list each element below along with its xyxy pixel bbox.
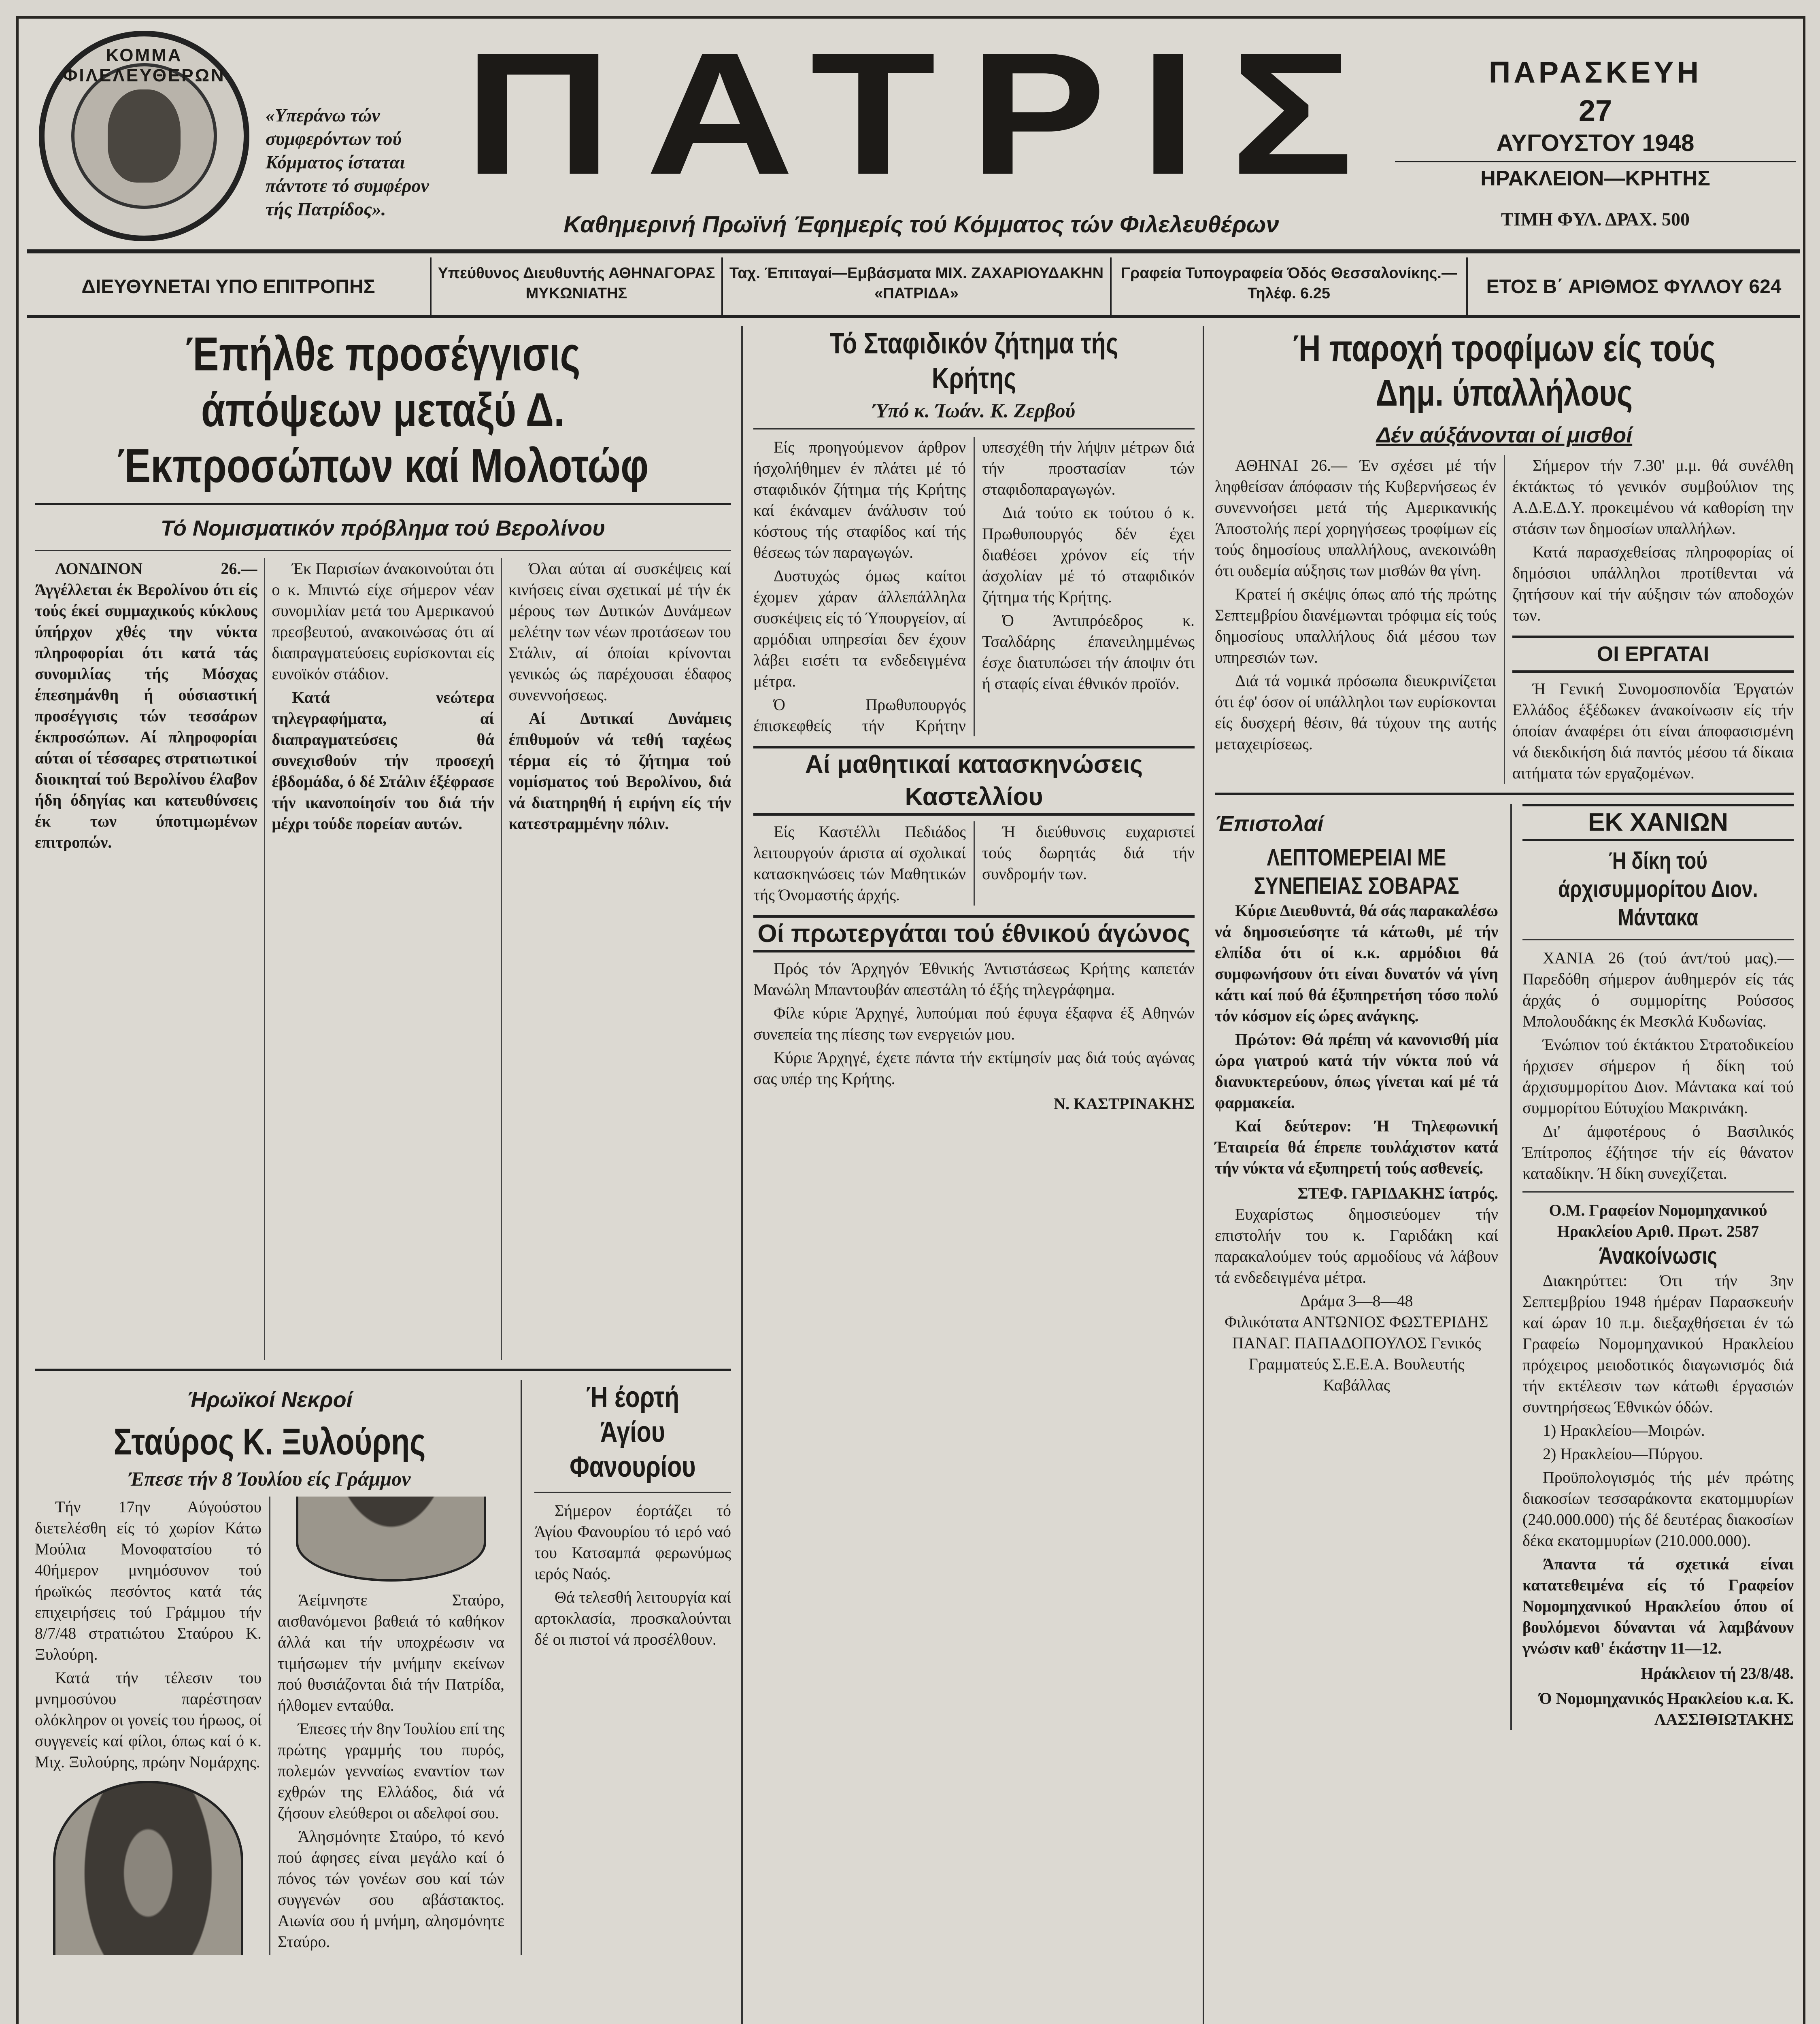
article2-section: Ήρωϊκοί Νεκροί bbox=[187, 1388, 353, 1412]
article3-paragraph: Θά τελεσθή λειτουργία καί αρτοκλασία, προσκαλούνται δέ οι πιστοί νά προσέλθουν. bbox=[534, 1588, 731, 1648]
article7-headline: Ή παροχή τροφίμων είς τούς Δημ. ύπαλλήλους bbox=[1293, 328, 1716, 414]
article4-body bbox=[753, 437, 1195, 736]
notice-org: Ο.Μ. Γραφείον Νομομηχανικού Ηρακλείου Αριθ. Πρωτ. 2587 bbox=[1549, 1201, 1767, 1240]
masthead-motto: «Υπεράνω τών συμφερόντων τού Κόμματος ίσταται πάντοτε τό συμφέρον τής Πατρίδος». bbox=[266, 105, 429, 219]
notice-signature: Ό Νομομηχανικός Ηρακλείου κ.α. Κ. ΛΑΣΣΙΘΙΩΤΑΚΗΣ bbox=[1539, 1689, 1794, 1728]
article2-headline: Σταύρος Κ. Ξυλούρης bbox=[113, 1421, 426, 1463]
article7-paragraph: Κρατεί ή σκέψις όπως από τής πρώτης Σεπτεμβρίου διανέμωνται τρόφιμα είς τούς δημοσίους υπαλλήλους διά μέσου των υπηρεσιών των. bbox=[1215, 585, 1496, 666]
article7-paragraph: Σήμερον τήν 7.30' μ.μ. θά συνέλθη έκτάκτως τό γενικόν συμβούλιον της Α.Δ.Ε.Δ.Υ. προκειμένου νά καθορίση την στάσιν των δημοσίων υπαλλήλων. bbox=[1512, 456, 1794, 538]
notice-paragraph: 2) Ηρακλείου—Πύργου. bbox=[1543, 1445, 1703, 1463]
letters-title: Έπιστολαί bbox=[1215, 812, 1324, 836]
article2-paragraph: Άείμνηστε Σταύρο, αισθανόμενοι βαθειά τό καθήκον άλλά και τήν υποχρέωσιν να τιμήσωμεν τήν μνήμην εκείνων πού θυσιάζονται διά τήν Πατρίδα, ήλθομεν ενταύθα. bbox=[278, 1591, 504, 1714]
seal-text: ΚΟΜΜΑ ΦΙΛΕΛΕΥΘΕΡΩΝ bbox=[63, 45, 225, 85]
right-block bbox=[1215, 326, 1794, 1730]
right-lower bbox=[1510, 804, 1794, 1730]
article9-paragraph: Ένώπιον τού έκτάκτου Στρατοδικείου ήρχισεν σήμερον ή δίκη τού άρχισυμμορίτου Διον. Μάντακα καί τού συμμορίτου Εύτυχίου Μακρινάκη. bbox=[1522, 1035, 1794, 1117]
column-rule bbox=[1203, 326, 1204, 2024]
notice-headline: Άνακοίνωσις bbox=[1599, 1243, 1718, 1269]
notice-paragraph: Διακηρύττει: Ότι τήν 3ην Σεπτεμβρίου 1948 ήμέραν Παρασκευήν καί ώραν 10 π.μ. διεξαχθήσεται έν τώ Γραφείω Νομομηχανικού Ηρακλείου πρόχειρος μειοδοτικός διαγωνισμός διά τήν εκτέλεσιν των κάτωθι έργασιών συντηρήσεως Έθνικών όδών. bbox=[1522, 1271, 1794, 1416]
date-box bbox=[1395, 43, 1796, 233]
article7-paragraph: Κατά παρασχεθείσας πληροφορίας οί δημόσιοι υπάλληλοι προτίθενται νά ζητήσουν καί τήν αύξησιν τών αποδοχών των. bbox=[1512, 543, 1794, 624]
article8-headline: ΟΙ ΕΡΓΑΤΑΙ bbox=[1512, 636, 1794, 673]
letter-closing: Φιλικότατα ΑΝΤΩΝΙΟΣ ΦΩΣΤΕΡΙΔΗΣ ΠΑΝΑΓ. ΠΑΠΑΔΟΠΟΥΛΟΣ Γενικός Γραμματεύς Σ.Ε.Ε.Α. Βουλευτής Καβάλλας bbox=[1225, 1313, 1488, 1394]
notice-paragraph: 1) Ηρακλείου—Μοιρών. bbox=[1543, 1421, 1705, 1439]
newspaper-title: ΠΑΤΡΙΣ bbox=[464, 17, 1387, 211]
article1-kicker: Τό Νομισματικόν πρόβλημα τού Βερολίνου bbox=[160, 516, 606, 540]
issue-date: 27 bbox=[1578, 94, 1612, 128]
notice-paragraph: Προϋπολογισμός τής μέν πρώτης διακοσίων τεσσαράκοντα εκατομμυρίων (240.000.000) τής δέ δευτέρας διακοσίων δέκα εκατομμυρίων (210.000.000). bbox=[1522, 1468, 1794, 1550]
article1-paragraph: Έκ Παρισίων άνακοινούται ότι ο κ. Μπιντώ είχε σήμερον νέαν συνομιλίαν μετά του Αμερικανού πρεσβευτού, ανακοινώσας ότι αί διαπραγματεύσεις ευρίσκονται είς ευνοϊκόν στάδιον. bbox=[272, 559, 494, 683]
column-rule bbox=[741, 326, 743, 2024]
article1-body bbox=[35, 558, 731, 1360]
article1-paragraph: Κατά νεώτερα τηλεγραφήματα, αί διαπραγματεύσεις θά συνεχισθούν τήν προσεχή έβδομάδα, ό δέ Στάλιν έξέφρασε τήν ικανοποίησίν του διά τήν μέχρι τούδε πορείαν αυτών. bbox=[272, 688, 494, 833]
issue-price: ΤΙΜΗ ΦΥΛ. ΔΡΑΧ. 500 bbox=[1501, 209, 1690, 230]
article6-paragraph: Κύριε Άρχηγέ, έχετε πάντα τήν εκτίμησίν μας διά τούς αγώνας σας υπέρ της Κρήτης. bbox=[753, 1048, 1195, 1088]
article6-body bbox=[753, 958, 1195, 1114]
article9-section: ΕΚ ΧΑΝΙΩΝ bbox=[1522, 804, 1794, 841]
article4-paragraph: Δυστυχώς όμως καίτοι έχομεν χάραν άλλεπάλληλα συσκέψεις είς τό Ύπουργείον, αί αρμόδιαι υπηρεσίαι δεν έχουν λάβει εισέτι τα ενδεδειγμένα μέτρα. bbox=[753, 567, 966, 690]
masthead bbox=[27, 17, 1800, 253]
article1-paragraph: Όλαι αύται αί συσκέψεις καί κινήσεις είναι σχετικαί μέ τήν έκ μέρους των Δυτικών Δυνάμεων μελέτην των νέων προτάσεων του Στάλιν, αί όποίαι κρίνονται γενικώς ώς παρέχουσαι έδαφος συνεννοήσεως. bbox=[508, 559, 731, 704]
article9-paragraph: Δι' άμφοτέρους ό Βασιλικός Έπίτροπος έζήτησε τήν είς θάνατον καταδίκην. Ή δίκη συνεχίζεται. bbox=[1522, 1122, 1794, 1182]
article6-headline: Οί πρωτεργάται τού έθνικού άγώνος bbox=[753, 915, 1195, 952]
article4-paragraph: Ό Άντιπρόεδρος κ. Τσαλδάρης έπανειλημμένως έσχε διατυπώσει τήν άποψιν ότι ή σταφίς είναι έθνικόν προϊόν. bbox=[982, 611, 1195, 693]
letter-headline: ΛΕΠΤΟΜΕΡΕΙΑΙ ΜΕ ΣΥΝΕΠΕΙΑΣ ΣΟΒΑΡΑΣ bbox=[1254, 844, 1459, 899]
article1-headline: Έπήλθε προσέγγισις άπόψεων μεταξύ Δ. Έκπροσώπων καί Μολοτώφ bbox=[117, 327, 649, 493]
article2-body bbox=[35, 1497, 504, 1955]
article5-headline: Αί μαθητικαί κατασκηνώσεις Καστελλίου bbox=[753, 746, 1195, 816]
issue-day: ΠΑΡΑΣΚΕΥΗ bbox=[1488, 55, 1702, 89]
letter-paragraph: Πρώτον: Θά πρέπη νά κανονισθή μία ώρα γιατρού κατά τήν νύκτα πού νά διανυκτερεύουν, όπως γίνεται καί μέ τά φαρμακεία. bbox=[1215, 1030, 1498, 1112]
article4-paragraph: Είς προηγούμενον άρθρον ήσχολήθημεν έν πλάτει μέ τό σταφιδικόν ζήτημα τής Κρήτης καί έκάναμεν άνάλυσιν τού κόστους τής σταφίδος καί τής θέσεως τών παραγωγών. bbox=[753, 438, 966, 561]
article7-kicker: Δέν αύξάνονται οί μισθοί bbox=[1376, 423, 1633, 447]
letter-paragraph: Κύριε Διευθυντά, θά σάς παρακαλέσω νά δημοσιεύσητε τά κάτωθι, μέ τήν ελπίδα ότι οί κ.κ. αρμόδιοι θά συμφωνήσουν ότι είναι δυνατόν νά γίνη κάτι καί πού θά έξυπηρετήση τόσο πολύ τόν κόσμον είς ώρες ανάγκης. bbox=[1215, 901, 1498, 1025]
left-block bbox=[35, 326, 731, 1955]
article5-body bbox=[753, 821, 1195, 906]
middle-block bbox=[753, 326, 1195, 1114]
article5-paragraph: Είς Καστέλλι Πεδιάδος λειτουργούν άριστα αί σχολικαί κατασκηνώσεις τών Μαθητικών τής Όνομαστής άρχής. bbox=[753, 823, 966, 904]
offices-label: Γραφεία Τυπογραφεία Όδός Θεσσαλονίκης.—Τηλέφ. 6.25 bbox=[1112, 257, 1468, 315]
article6-signature: Ν. ΚΑΣΤΡΙΝΑΚΗΣ bbox=[1054, 1095, 1195, 1113]
article2-paragraph: Κατά τήν τέλεσιν του μνημοσύνου παρέστησαν ολόκληρον οι γονείς του ήρωος, οί συγγενείς καί φίλοι, όπως καί ό κ. Μιχ. Ξυλούρης, πρώην Νομάρχης. bbox=[35, 1669, 262, 1771]
article9-headline: Ή δίκη τού άρχισυμμορίτου Διον. Μάντακα bbox=[1558, 848, 1758, 931]
direction-label: ΔΙΕΥΘΥΝΕΤΑΙ ΥΠΟ ΕΠΙΤΡΟΠΗΣ bbox=[27, 257, 432, 315]
letter-paragraph: Ευχαρίστως δημοσιεύομεν τήν επιστολήν του κ. Γαριδάκη καί παρακαλούμεν τούς αρμοδίους νά λάβουν τά ενδεδειγμένα μέτρα. bbox=[1215, 1205, 1498, 1286]
article4-paragraph: Ό Πρωθυπουργός έπισκεφθείς τήν Κρήτην υπεσχέθη τήν λήψιν μέτρων διά τήν προστασίαν τών σταφιδοπαραγωγών. bbox=[753, 438, 1195, 735]
article6-paragraph: Φίλε κύριε Άρχηγέ, λυπούμαι πού έφυγα έξαφνα έξ Αθηνών συνεπεία της πίεσης των ενεργειών μου. bbox=[753, 1004, 1195, 1043]
article7-paragraph: Διά τά νομικά πρόσωπα διευκρινίζεται ότι έφ' όσον οί υπάλληλοι των ευρίσκονται είς δυσχερή θέσιν, θά τύχουν της αυτής μεταχειρίσεως. bbox=[1215, 672, 1496, 753]
article4-headline: Τό Σταφιδικόν ζήτημα τής Κρήτης bbox=[829, 327, 1118, 395]
article2-paragraph: Άλησμόνητε Σταύρο, τό κενό πού άφησες είναι μεγάλο καί ό πόνος τών γονέων σου καί τών συγγενών σου αβάστακτος. Αιωνία σου ή μνήμη, αλησμόνητε Σταύρο. bbox=[278, 1827, 504, 1951]
article2-paragraph: Έπεσες τήν 8ην Ίουλίου επί της πρώτης γραμμής του πυρός, πολεμών γενναίως εναντίον των εχθρών της Ελλάδος, διά νά ζήσουν ελεύθεροι οι αδελφοί σου. bbox=[278, 1720, 504, 1822]
party-seal bbox=[39, 31, 249, 241]
article8-paragraph: Ή Γενική Συνομοσπονδία Έργατών Ελλάδος έξέδωκεν άνακοίνωσιν είς τήν όποίαν άναφέρει ότι είναι άποφασισμένη νά διεκδικήση διά παντός μέσου τά δίκαια αιτήματα τών εργαζομένων. bbox=[1512, 680, 1794, 782]
article3 bbox=[521, 1380, 731, 1955]
newspaper-page bbox=[16, 16, 1805, 2024]
issue-month-year: ΑΥΓΟΥΣΤΟΥ 1948 bbox=[1496, 130, 1695, 156]
letters-section bbox=[1215, 804, 1498, 1730]
article1-paragraph: ΛΟΝΔΙΝΟΝ 26.— Άγγέλλεται έκ Βερολίνου ότι είς τούς έκεί συμμαχικούς κύκλους ύπήρχον χθές την νύκτα πληροφορίαι ότι κατά τάς συνομιλίας τής Μόσχας έπεσημάνθη ή ούσιαστική προσέγγισις τών τεσσάρων έκπροσώπων. Αί πληροφορίαι αύται οί τέσσαρες στρατιωτικοί διοικηταί τού Βερολίνου έλαβον ήδη όδηγίας και κατευθύνσεις έκ των ύποτιμωμένων επιτροπών. bbox=[35, 559, 257, 851]
article2 bbox=[35, 1380, 504, 1955]
article4-byline: Ύπό κ. Ίωάν. Κ. Ζερβού bbox=[872, 399, 1076, 422]
article7-body bbox=[1215, 455, 1794, 784]
article7-paragraph: ΑΘΗΝΑΙ 26.— Έν σχέσει μέ τήν ληφθείσαν άπόφασιν τής Κυβερνήσεως έν συνεννοήσει μετά τής Αμερικανικής Άποστολής περί χορηγήσεως τροφίμων είς τούς δημοσίους υπαλλήλους, ανεκοινώθη ότι ουδεμία αύξησις των μισθών θα γίνη. bbox=[1215, 456, 1496, 580]
article1-paragraph: Αί Δυτικαί Δυνάμεις έπιθυμούν νά τεθή ταχέως τέρμα είς τό ζήτημα τού νομίσματος τού Βερολίνου, διά νά διατηρηθή ή ειρήνη είς τήν κατεστραμμένην πόλιν. bbox=[508, 709, 731, 833]
article3-paragraph: Σήμερον έορτάζει τό Άγίου Φανουρίου τό ιερό ναό του Κατσαμπά φερωνύμως ιερός Ναός. bbox=[534, 1501, 731, 1583]
notice-date: Ηράκλειον τή 23/8/48. bbox=[1641, 1664, 1794, 1682]
article5-paragraph: Ή διεύθυνσις ευχαριστεί τούς δωρητάς διά τήν συνδρομήν των. bbox=[982, 823, 1195, 883]
mail-label: Ταχ. Έπιταγαί—Εμβάσματα ΜΙΧ. ΖΑΧΑΡΙΟΥΔΑΚΗΝ «ΠΑΤΡΙΔΑ» bbox=[723, 257, 1112, 315]
notice-paragraph: Άπαντα τά σχετικά είναι κατατεθειμένα είς τό Γραφείον Νομομηχανικού Ηρακλείου όπου οί βουλόμενοι δύνανται νά λαμβάνουν γνώσιν καθ' έκάστην 11—12. bbox=[1522, 1555, 1794, 1657]
article4-paragraph: Διά τούτο εκ τούτου ό κ. Πρωθυπουργός δέν έχει διαθέσει χρόνον είς τήν άσχολίαν μέ τό σταφιδικόν ζήτημα τής Κρήτης. bbox=[982, 504, 1195, 606]
article3-headline: Ή έορτή Άγίου Φανουρίου bbox=[570, 1381, 696, 1483]
article2-paragraph: Τήν 17ην Αύγούστου διετελέσθη είς τό χωρίον Κάτω Μούλια Μονοφατσίου τό 40ήμερον μνημόσυνον τού ήρωϊκώς πεσόντος κατά τάς επιχειρήσεις τού Γράμμου τήν 8/7/48 στρατιώτου Σταύρου Κ. Ξυλούρη. bbox=[35, 1498, 262, 1663]
letter-signature: ΣΤΕΦ. ΓΑΡΙΔΑΚΗΣ ίατρός. bbox=[1297, 1184, 1498, 1202]
article2-kicker: Έπεσε τήν 8 Ίουλίου είς Γράμμον bbox=[128, 1467, 411, 1490]
portrait-head bbox=[108, 89, 181, 183]
article6-paragraph: Πρός τόν Άρχηγόν Έθνικής Άντιστάσεως Κρήτης καπετάν Μανώλη Μπαντουβάν απεστάλη τό έξής τηλεγράφημα. bbox=[753, 959, 1195, 999]
issue-place: ΗΡΑΚΛΕΙΟΝ—ΚΡΗΤΗΣ bbox=[1395, 161, 1796, 191]
newspaper-subtitle: Καθημερινή Πρωϊνή Έφημερίς τού Κόμματος τών Φιλελευθέρων bbox=[563, 211, 1279, 238]
info-strip bbox=[27, 257, 1800, 318]
letter-date: Δράμα 3—8—48 bbox=[1300, 1292, 1413, 1310]
issue-number: ΕΤΟΣ Β΄ ΑΡΙΘΜΟΣ ΦΥΛΛΟΥ 624 bbox=[1486, 276, 1782, 298]
article9-paragraph: ΧΑΝΙΑ 26 (τού άντ/τού μας).— Παρεδόθη σήμερον άυθημερόν είς τάς άρχάς ό συμμορίτης Ρούσσος Μπολουδάκης έκ Μεσκλά Κυδωνίας. bbox=[1522, 949, 1794, 1030]
editor-label: Υπεύθυνος Διευθυντής ΑΘΗΝΑΓΟΡΑΣ ΜΥΚΩΝΙΑΤΗΣ bbox=[432, 257, 723, 315]
letter-paragraph: Καί δεύτερον: Ή Τηλεφωνική Έταιρεία θά έπρεπε τουλάχιστον κατά τήν νύκτα νά εξυπηρετή τούς ασθενείς. bbox=[1215, 1117, 1498, 1177]
